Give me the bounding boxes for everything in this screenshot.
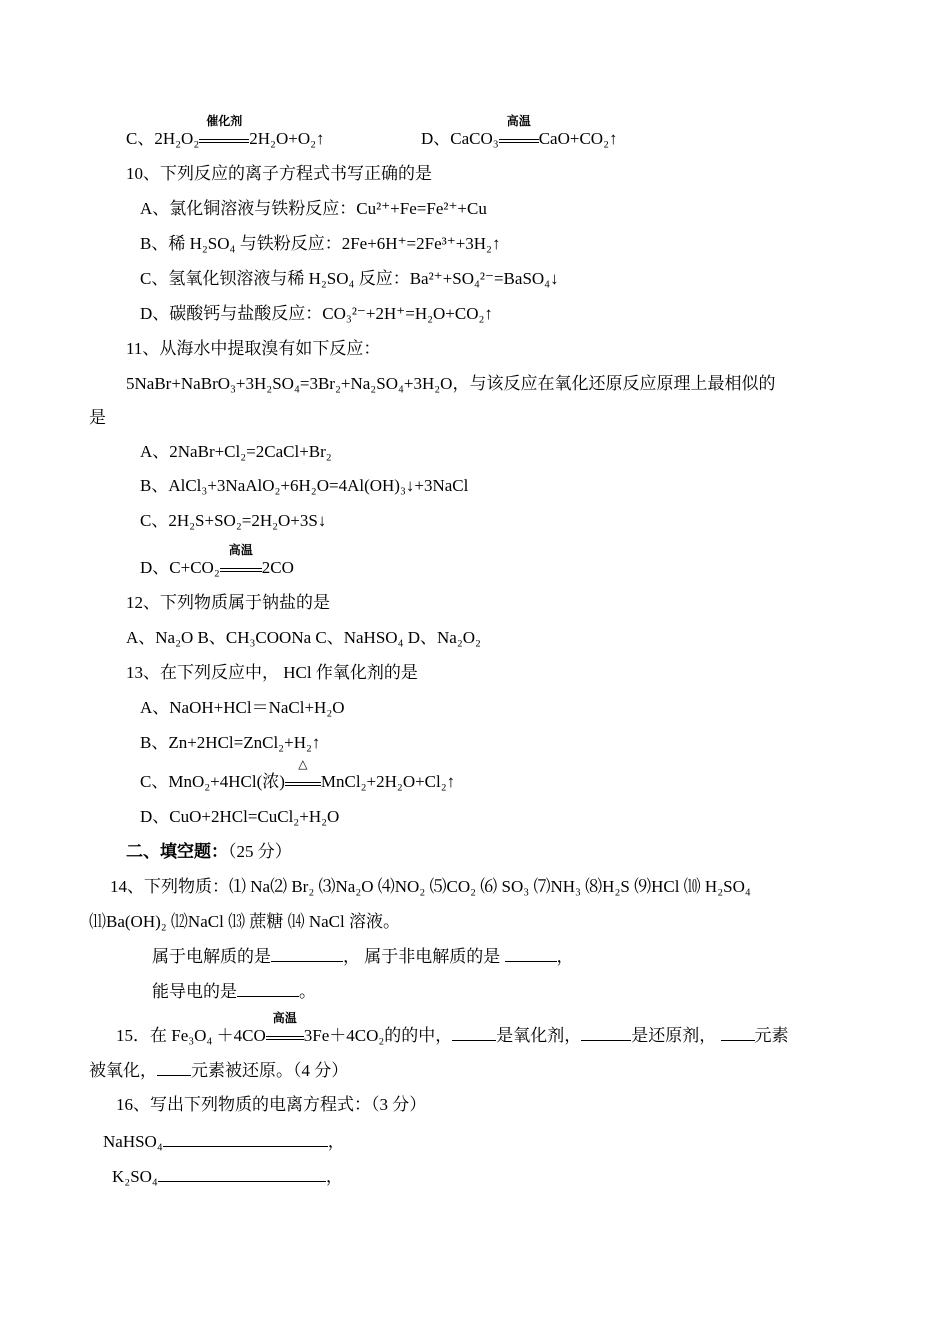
q9-option-d-products: CaO+CO₂↑ xyxy=(538,129,618,148)
reduced-element-answer-blank[interactable] xyxy=(157,1059,191,1076)
q9-option-c-condition-text: 催化剂 xyxy=(206,114,243,128)
oxidant-answer-blank[interactable] xyxy=(452,1024,496,1041)
q13-option-c-condition xyxy=(285,757,321,793)
q11-equation-cont: 是 xyxy=(89,408,106,427)
q15-condition xyxy=(266,1011,304,1047)
q11-option-a: A、2NaBr+Cl₂=2CaCl+Br₂ xyxy=(140,442,332,461)
q9-option-d-condition-text: 高温 xyxy=(506,114,531,128)
q15-oxidized-label: 被氧化， xyxy=(89,1061,157,1080)
section-heading xyxy=(126,841,292,863)
equals-arrow-icon xyxy=(499,139,539,143)
q10-stem: 10、下列反应的离子方程式书写正确的是 xyxy=(126,164,432,183)
q11-equation: 5NaBr+NaBrO₃+3H₂SO₄=3Br₂+Na₂SO₄+3H₂O，与该反应在氧化还原反应原理上最相似的 xyxy=(126,374,776,393)
q16-item2 xyxy=(112,1165,343,1188)
q11-option-d xyxy=(140,543,294,579)
heat-triangle-icon: △ xyxy=(298,757,308,771)
conductive-answer-blank[interactable] xyxy=(237,980,299,997)
q10-option-b: B、稀 H₂SO₄ 与铁粉反应：2Fe+6H⁺=2Fe³⁺+3H₂↑ xyxy=(140,234,501,253)
q9-option-d-condition xyxy=(499,114,539,150)
equals-arrow-icon xyxy=(285,782,321,786)
q11-option-b: B、AlCl₃+3NaAlO₂+6H₂O=4Al(OH)₃↓+3NaCl xyxy=(140,476,469,495)
oxidized-element-answer-blank[interactable] xyxy=(721,1024,755,1041)
q13-option-b: B、Zn+2HCl=ZnCl₂+H₂↑ xyxy=(140,733,321,752)
q12-stem: 12、下列物质属于钠盐的是 xyxy=(126,593,330,612)
q14-line2: ⑾Ba(OH)₂ ⑿NaCl ⒀ 蔗糖 ⒁ NaCl 溶液。 xyxy=(89,912,400,931)
q10-option-d: D、碳酸钙与盐酸反应：CO₃²⁻+2H⁺=H₂O+CO₂↑ xyxy=(140,304,493,323)
q15-condition-text: 高温 xyxy=(272,1011,297,1025)
q9-option-c-reactants: C、2H₂O₂ xyxy=(126,129,200,148)
q14-electrolyte-label: 属于电解质的是 xyxy=(152,947,271,966)
q15-line1 xyxy=(116,1011,789,1047)
q16-item2-end: ， xyxy=(325,1167,343,1186)
q15-reduced-label: 元素被还原。（4 分） xyxy=(191,1061,349,1080)
q13-option-c xyxy=(140,757,456,793)
q14-nonelectrolyte-label: ， 属于非电解质的是 xyxy=(343,947,501,966)
q14-line1: 14、下列物质：⑴ Na⑵ Br₂ ⑶Na₂O ⑷NO₂ ⑸CO₂ ⑹ SO₃ ⑺NH₃ ⑻H₂S ⑼HCl ⑽ H₂SO₄ xyxy=(110,877,751,896)
q16-stem: 16、写出下列物质的电离方程式：（3 分） xyxy=(116,1095,427,1114)
q14-line3-end: ， xyxy=(556,947,574,966)
q16-item1-formula: NaHSO₄ xyxy=(103,1132,163,1151)
k2so4-answer-blank[interactable] xyxy=(158,1165,326,1182)
q9-option-c-products: 2H₂O+O₂↑ xyxy=(249,129,325,148)
q11-option-d-products: 2CO xyxy=(261,558,294,577)
reductant-answer-blank[interactable] xyxy=(581,1024,631,1041)
nahso4-answer-blank[interactable] xyxy=(163,1130,328,1147)
q16-item2-formula: K₂SO₄ xyxy=(112,1167,158,1186)
q15-products: 3Fe＋4CO₂的的中， xyxy=(303,1026,453,1045)
q12-options: A、Na₂O B、CH₃COONa C、NaHSO₄ D、Na₂O₂ xyxy=(126,628,481,647)
nonelectrolyte-answer-blank[interactable] xyxy=(505,945,557,962)
q13-option-c-reactants: C、MnO₂+4HCl(浓) xyxy=(140,772,285,791)
q14-line3 xyxy=(152,945,574,968)
q16-item1-end: ， xyxy=(327,1132,345,1151)
q11-option-c: C、2H₂S+SO₂=2H₂O+3S↓ xyxy=(140,511,327,530)
q15-oxidant-label: 是氧化剂， xyxy=(496,1026,582,1045)
q15-line2 xyxy=(89,1059,348,1082)
q11-option-d-condition-text: 高温 xyxy=(228,543,253,557)
q10-option-a: A、氯化铜溶液与铁粉反应：Cu²⁺+Fe=Fe²⁺+Cu xyxy=(140,199,487,218)
equals-arrow-icon xyxy=(220,568,262,572)
equals-arrow-icon xyxy=(266,1036,304,1040)
q13-option-d: D、CuO+2HCl=CuCl₂+H₂O xyxy=(140,807,340,826)
q11-option-d-reactants: D、C+CO₂ xyxy=(140,558,220,577)
q9-option-d-reactants: D、CaCO₃ xyxy=(421,129,499,148)
q15-element-label: 元素 xyxy=(754,1026,789,1045)
q15-reductant-label: 是还原剂， xyxy=(631,1026,717,1045)
section-title: 二、填空题： xyxy=(126,842,228,861)
section-score: （25 分） xyxy=(228,842,292,861)
q11-option-d-condition xyxy=(220,543,262,579)
electrolyte-answer-blank[interactable] xyxy=(271,945,343,962)
q13-option-c-products: MnCl₂+2H₂O+Cl₂↑ xyxy=(320,772,456,791)
q14-line4-end: 。 xyxy=(299,982,316,1001)
q9-option-d xyxy=(421,114,618,150)
q11-stem: 11、从海水中提取溴有如下反应： xyxy=(126,339,381,358)
q13-stem: 13、在下列反应中， HCl 作氧化剂的是 xyxy=(126,663,418,682)
q14-line4 xyxy=(152,980,316,1003)
q16-item1 xyxy=(103,1130,345,1153)
q13-option-a: A、NaOH+HCl＝NaCl+H₂O xyxy=(140,698,345,717)
q14-conductive-label: 能导电的是 xyxy=(152,982,237,1001)
q9-option-c xyxy=(126,114,325,150)
q9-option-c-condition xyxy=(199,114,249,150)
equals-arrow-icon xyxy=(199,139,249,143)
q15-reactants: 15．在 Fe₃O₄ ＋4CO xyxy=(116,1026,266,1045)
q10-option-c: C、氢氧化钡溶液与稀 H₂SO₄ 反应：Ba²⁺+SO₄²⁻=BaSO₄↓ xyxy=(140,269,559,288)
